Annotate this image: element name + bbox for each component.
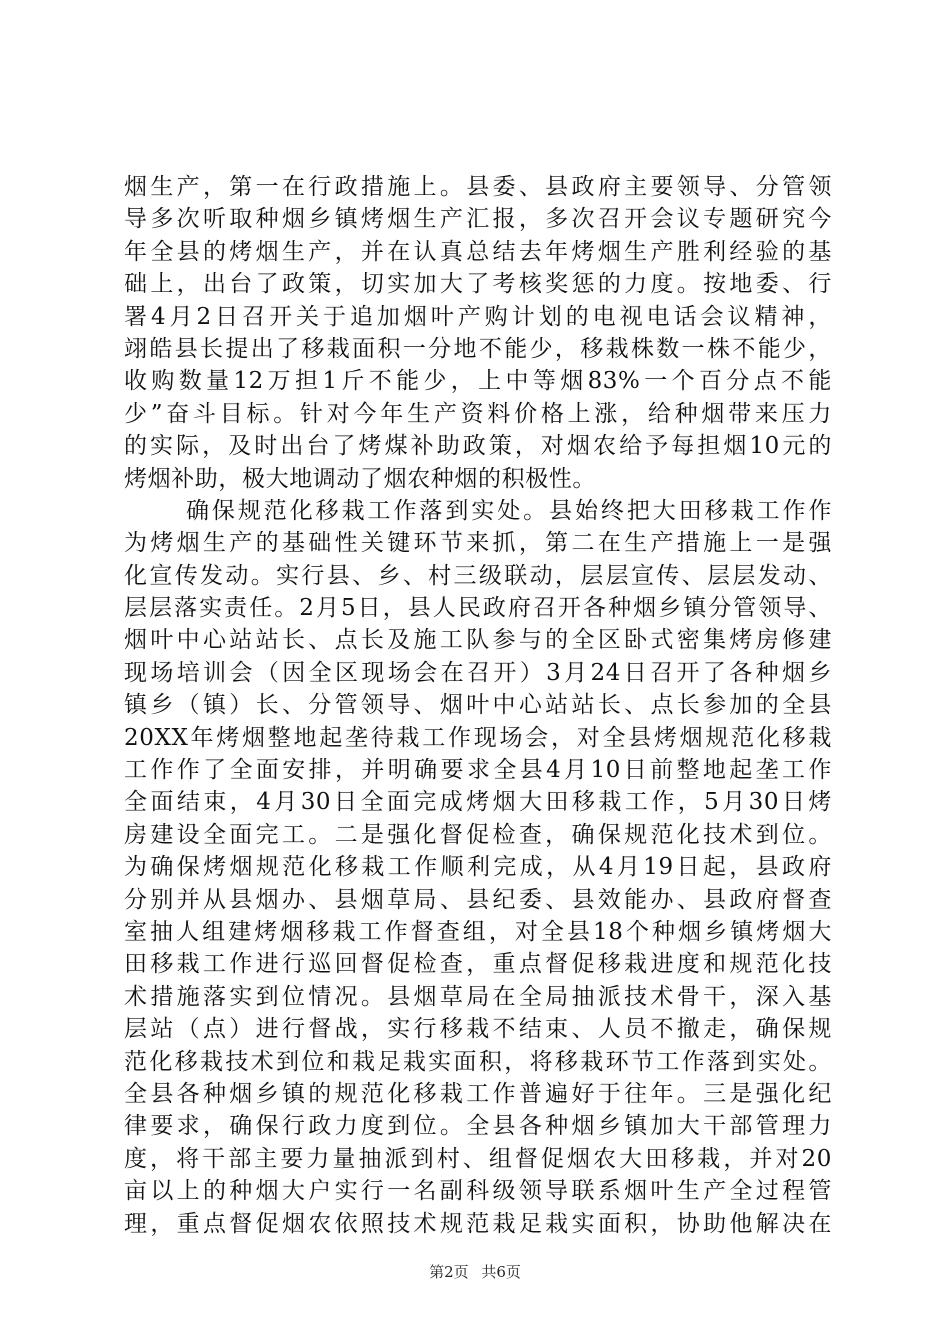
text-line: 的实际，及时出台了烤煤补助政策，对烟农给予每担烟10元的: [124, 433, 832, 460]
text-line: 翊皓县长提出了移栽面积一分地不能少，移栽株数一株不能少，: [124, 335, 832, 362]
text-line: 全面结束，4月30日全面完成烤烟大田移栽工作，5月30日烤: [124, 789, 832, 816]
text-line: 工作作了全面安排，并明确要求全县4月10日前整地起垄工作: [124, 757, 832, 784]
text-line: 律要求，确保行政力度到位。全县各种烟乡镇加大干部管理力: [124, 1113, 832, 1140]
text-line: 层层落实责任。2月5日，县人民政府召开各种烟乡镇分管领导、: [124, 595, 832, 622]
text-line: 烤烟补助，极大地调动了烟农种烟的积极性。: [124, 465, 596, 492]
page-number: 第2页: [429, 1263, 469, 1281]
text-line: 镇乡（镇）长、分管领导、烟叶中心站站长、点长参加的全县: [124, 692, 832, 719]
text-line: 田移栽工作进行巡回督促检查，重点督促移栽进度和规范化技: [124, 951, 832, 978]
text-line-paragraph-start: 确保规范化移栽工作落到实处。县始终把大田移栽工作作: [186, 497, 832, 524]
text-line: 导多次听取种烟乡镇烤烟生产汇报，多次召开会议专题研究今: [124, 206, 832, 233]
page-footer: [0, 1262, 950, 1282]
body-text: [124, 171, 832, 1240]
text-line: 层站（点）进行督战，实行移栽不结束、人员不撤走，确保规: [124, 1016, 832, 1043]
text-line: 分别并从县烟办、县烟草局、县纪委、县效能办、县政府督查: [124, 886, 832, 913]
text-line: 署4月2日召开关于追加烟叶产购计划的电视电话会议精神，: [124, 303, 832, 330]
text-line: 室抽人组建烤烟移栽工作督查组，对全县18个种烟乡镇烤烟大: [124, 918, 832, 945]
text-line: 烟生产，第一在行政措施上。县委、县政府主要领导、分管领: [124, 174, 832, 200]
text-line: 房建设全面完工。二是强化督促检查，确保规范化技术到位。: [124, 821, 832, 848]
text-line: 现场培训会（因全区现场会在召开）3月24日召开了各种烟乡: [124, 659, 832, 686]
text-line: 烟叶中心站站长、点长及施工队参与的全区卧式密集烤房修建: [124, 627, 832, 654]
text-line: 为确保烤烟规范化移栽工作顺利完成，从4月19日起，县政府: [124, 854, 832, 881]
text-line: 度，将干部主要力量抽派到村、组督促烟农大田移栽，并对20: [124, 1145, 832, 1172]
text-line: 化宣传发动。实行县、乡、村三级联动，层层宣传、层层发动、: [124, 562, 832, 589]
text-line: 收购数量12万担1斤不能少，上中等烟83%一个百分点不能: [124, 368, 832, 395]
text-line: 年全县的烤烟生产，并在认真总结去年烤烟生产胜利经验的基: [124, 238, 832, 265]
text-line: 范化移栽技术到位和栽足栽实面积，将移栽环节工作落到实处。: [124, 1048, 832, 1075]
text-line: 亩以上的种烟大户实行一名副科级领导联系烟叶生产全过程管: [124, 1178, 832, 1205]
text-line: 少”奋斗目标。针对今年生产资料价格上涨，给种烟带来压力: [124, 400, 832, 427]
text-line: 理，重点督促烟农依照技术规范栽足栽实面积，协助他解决在: [124, 1210, 832, 1237]
text-line: 全县各种烟乡镇的规范化移栽工作普遍好于往年。三是强化纪: [124, 1080, 832, 1107]
text-line: 术措施落实到位情况。县烟草局在全局抽派技术骨干，深入基: [124, 983, 832, 1010]
text-line: 为烤烟生产的基础性关键环节来抓，第二在生产措施上一是强: [124, 530, 832, 557]
text-line: 20XX年烤烟整地起垄待栽工作现场会，对全县烤烟规范化移栽: [124, 724, 832, 751]
page-total: 共6页: [481, 1263, 521, 1281]
text-line: 础上，出台了政策，切实加大了考核奖惩的力度。按地委、行: [124, 271, 832, 298]
